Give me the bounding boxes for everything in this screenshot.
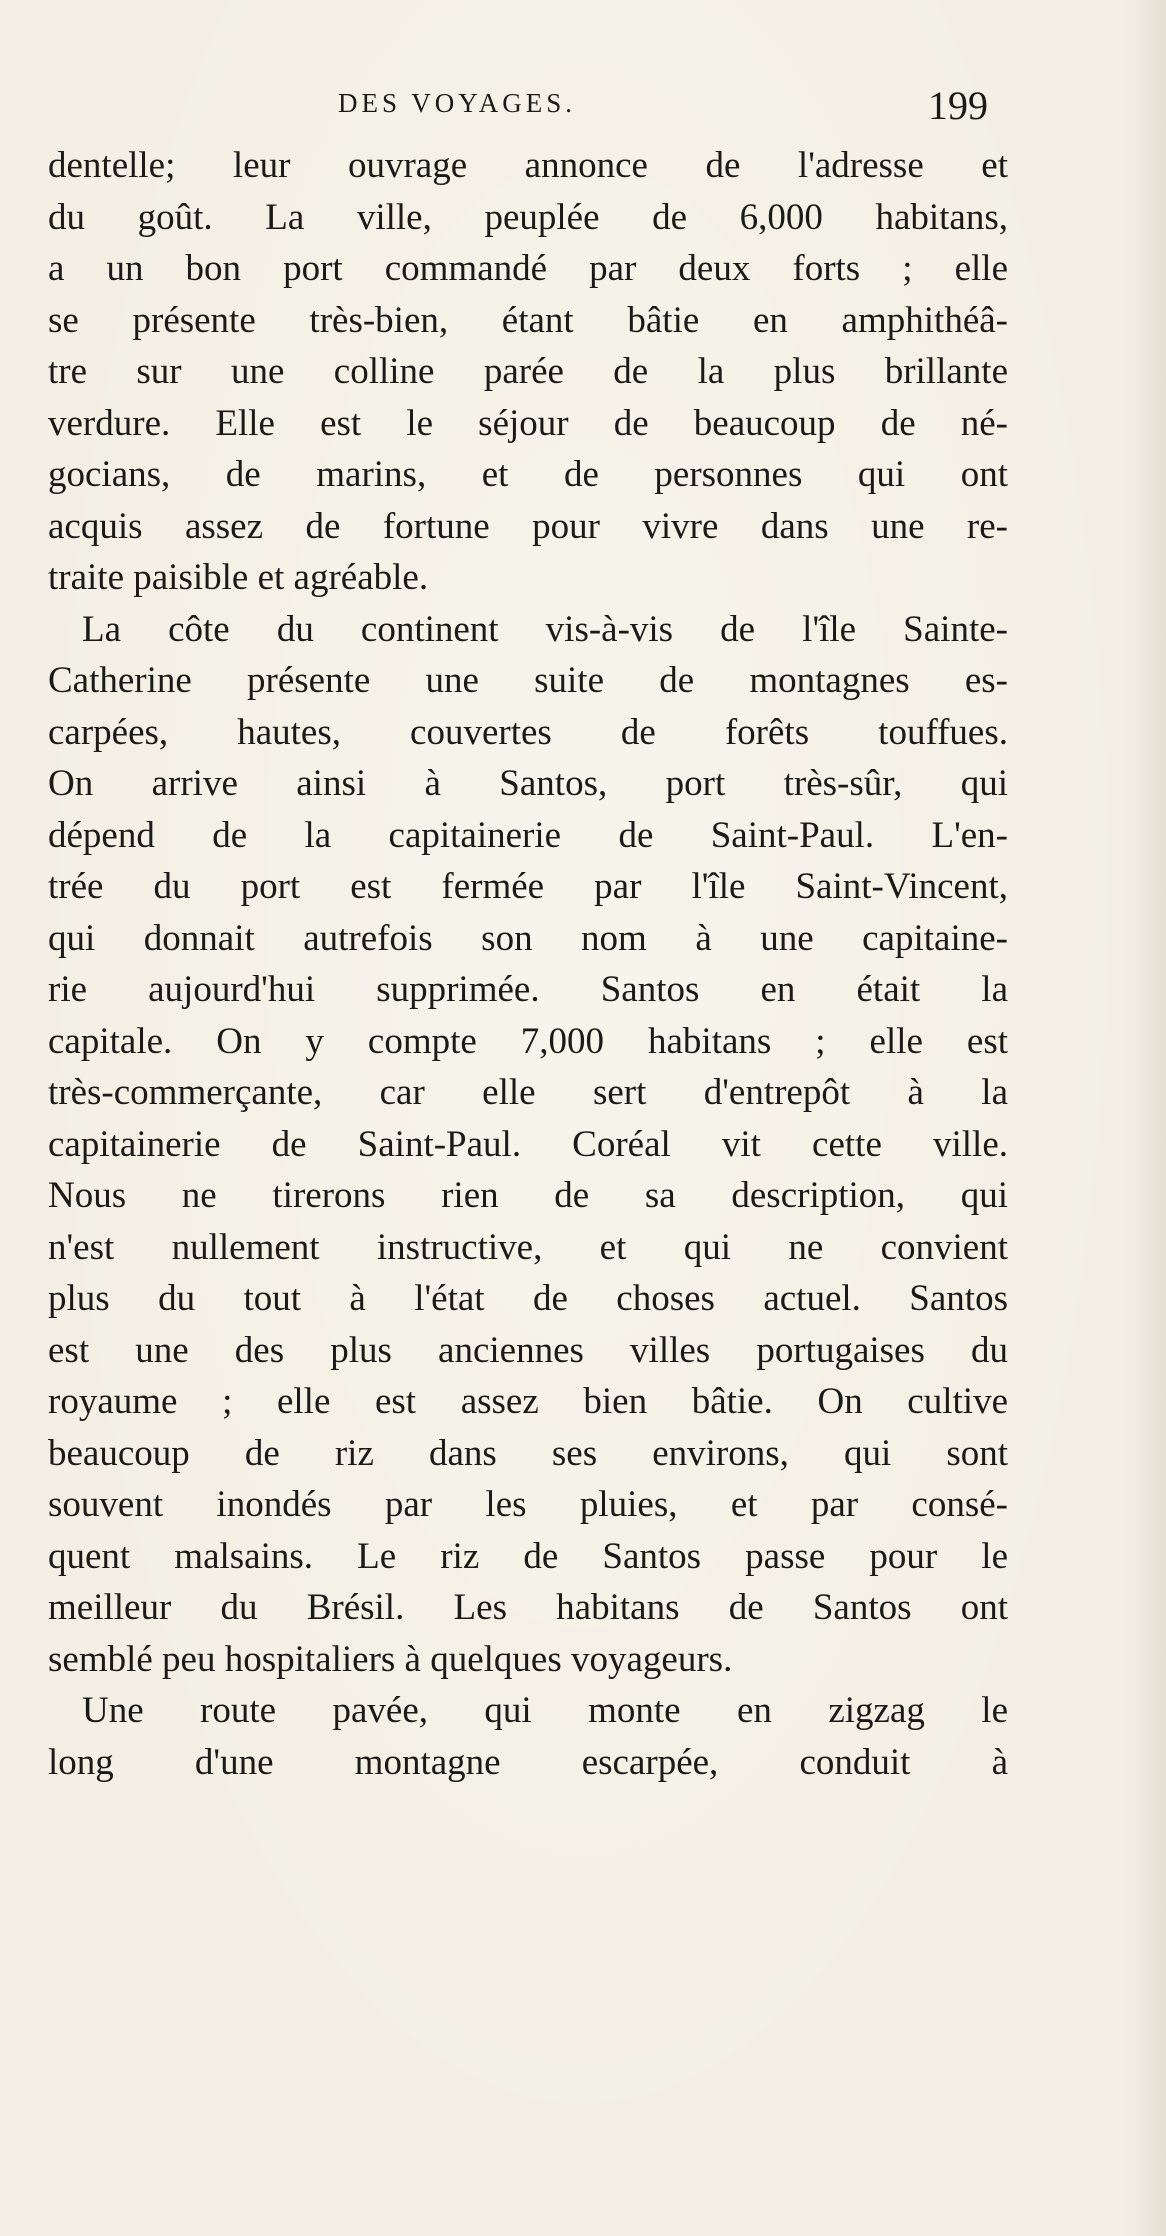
- text-line: souvent inondés par les pluies, et par consé-: [48, 1484, 1008, 1525]
- page-edge-shadow: [1126, 0, 1166, 2236]
- text-line: se présente très-bien, étant bâtie en amphithéâ-: [48, 299, 1008, 341]
- text-line: capitale. On y compte 7,000 habitans ; elle est: [48, 1020, 1008, 1062]
- text-line: meilleur du Brésil. Les habitans de Santos ont: [48, 1587, 1008, 1628]
- text-line: trée du port est fermée par l'île Saint-Vincent,: [48, 866, 1008, 907]
- text-line: plus du tout à l'état de choses actuel. Santos: [48, 1278, 1008, 1319]
- text-line: est une des plus anciennes villes portugaises du: [48, 1329, 1008, 1371]
- text-line: gocians, de marins, et de personnes qui ont: [48, 454, 1008, 495]
- text-line: très-commerçante, car elle sert d'entrepôt à la: [48, 1072, 1008, 1113]
- text-line: dépend de la capitainerie de Saint-Paul. L'en-: [48, 814, 1008, 856]
- page-number: 199: [928, 83, 988, 128]
- text-line: Catherine présente une suite de montagnes es-: [48, 660, 1008, 701]
- page-header: [48, 82, 1048, 142]
- text-line: qui donnait autrefois son nom à une capitaine-: [48, 917, 1008, 959]
- text-line: semblé peu hospitaliers à quelques voyageurs.: [48, 1638, 733, 1680]
- text-line: beaucoup de riz dans ses environs, qui sont: [48, 1432, 1008, 1474]
- text-line: traite paisible et agréable.: [48, 557, 429, 598]
- text-line: royaume ; elle est assez bien bâtie. On cultive: [48, 1381, 1008, 1422]
- text-line: acquis assez de fortune pour vivre dans une re-: [48, 505, 1008, 547]
- text-line: a un bon port commandé par deux forts ; elle: [48, 248, 1008, 289]
- text-line: verdure. Elle est le séjour de beaucoup de né-: [48, 402, 1008, 444]
- text-line: Une route pavée, qui monte en zigzag le: [82, 1690, 1008, 1731]
- text-line: capitainerie de Saint-Paul. Coréal vit cette ville.: [48, 1123, 1008, 1165]
- text-line: La côte du continent vis-à-vis de l'île Sainte-: [82, 608, 1008, 650]
- text-line: carpées, hautes, couvertes de forêts touffues.: [48, 711, 1008, 753]
- text-line: tre sur une colline parée de la plus brillante: [48, 351, 1008, 392]
- text-line: dentelle; leur ouvrage annonce de l'adresse et: [48, 145, 1008, 186]
- running-head: DES VOYAGES.: [338, 88, 577, 118]
- body-text: [48, 140, 1008, 1788]
- text-line: quent malsains. Le riz de Santos passe pour le: [48, 1535, 1008, 1577]
- text-line: rie aujourd'hui supprimée. Santos en était la: [48, 969, 1008, 1010]
- text-line: Nous ne tirerons rien de sa description, qui: [48, 1175, 1008, 1216]
- text-line: On arrive ainsi à Santos, port très-sûr, qui: [48, 763, 1008, 804]
- text-line: n'est nullement instructive, et qui ne convient: [48, 1226, 1008, 1268]
- text-line: long d'une montagne escarpée, conduit à: [48, 1741, 1008, 1783]
- text-line: du goût. La ville, peuplée de 6,000 habitans,: [48, 196, 1008, 238]
